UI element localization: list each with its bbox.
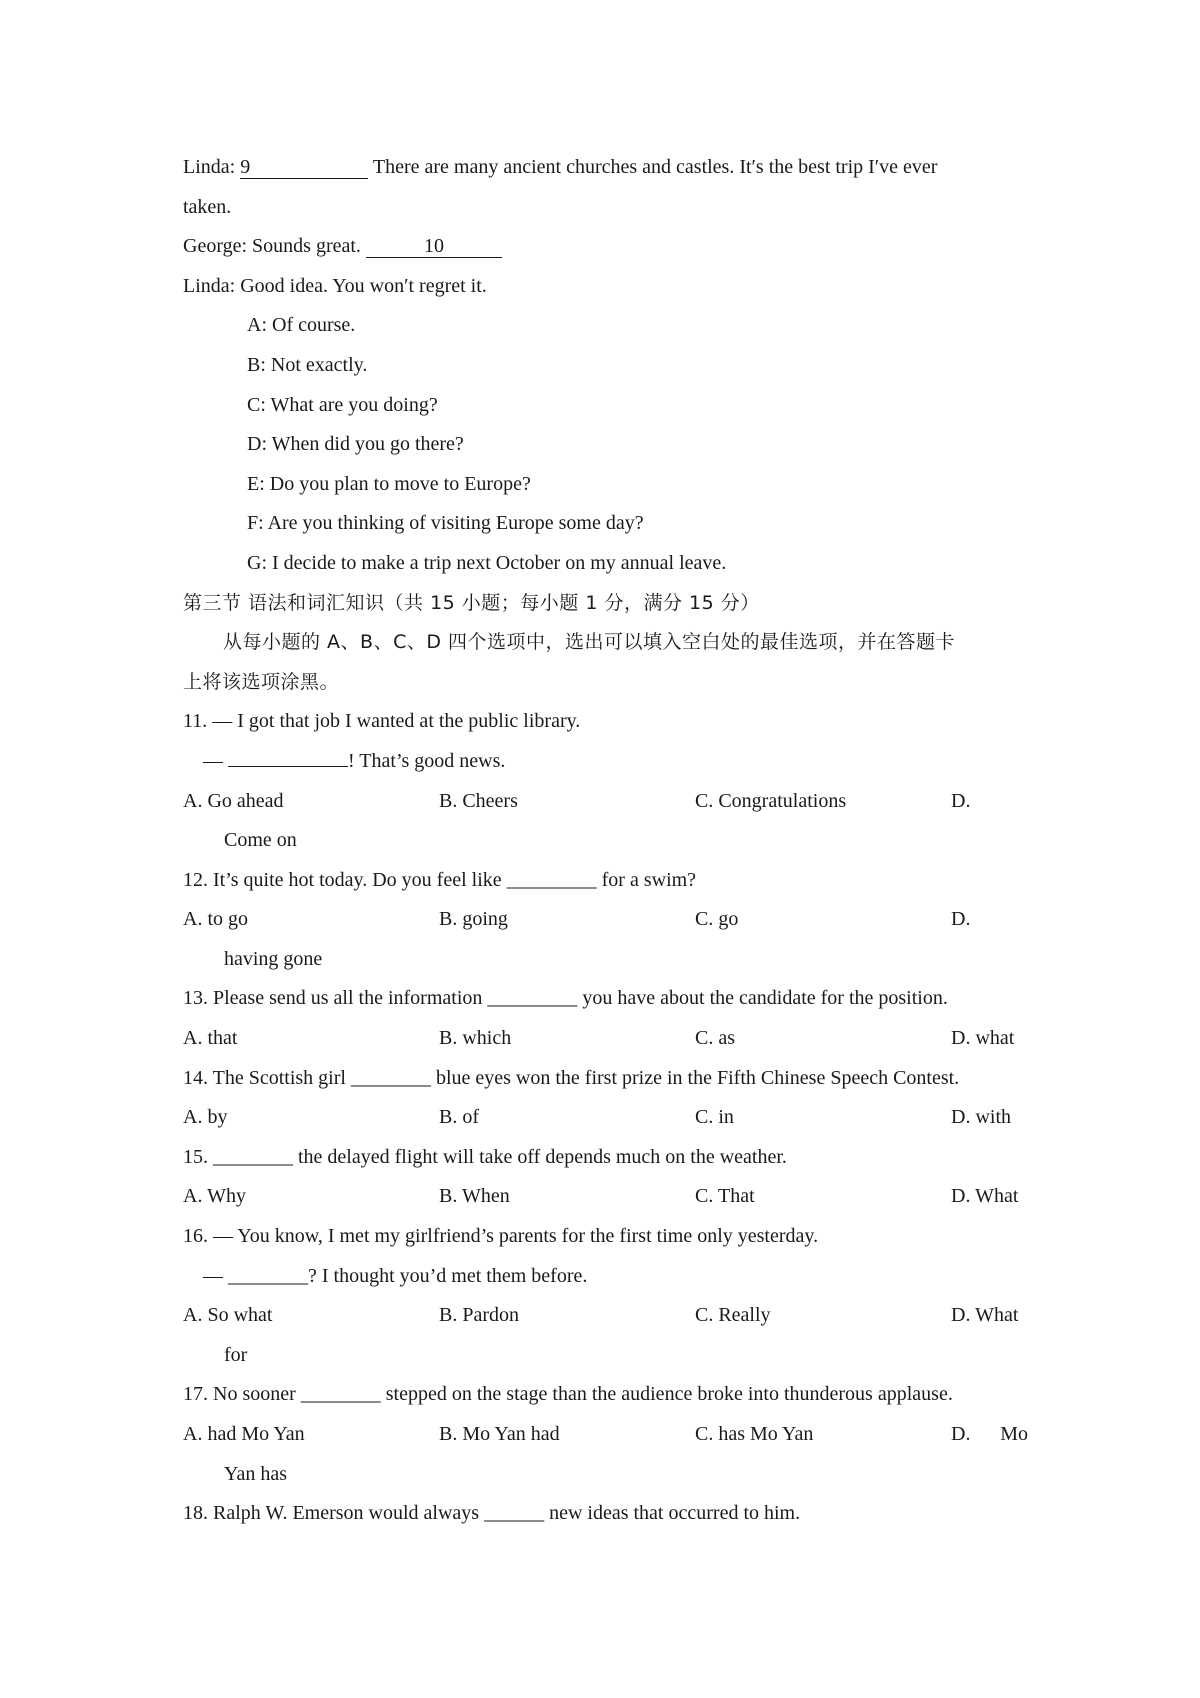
q17-option-d	[951, 1415, 1028, 1455]
q11-option-a: A. Go ahead	[183, 789, 284, 812]
q13-options	[183, 1019, 1028, 1059]
speaker-linda: Linda:	[183, 156, 236, 178]
q11-reply	[183, 742, 1028, 782]
q15-option-a: A. Why	[183, 1185, 246, 1208]
q13-stem: 13. Please send us all the information _________ you have about the candidate for the position.	[183, 987, 948, 1010]
q13-option-c: C. as	[695, 1027, 735, 1050]
choice-d: D: When did you go there?	[247, 433, 464, 456]
section-instruction-1: 从每小题的 A、B、C、D 四个选项中，选出可以填入空白处的最佳选项，并在答题卡	[223, 631, 956, 654]
q12-option-a: A. to go	[183, 908, 248, 931]
q16-option-a: A. So what	[183, 1304, 273, 1327]
dialogue-line-george-10	[183, 227, 1028, 267]
q15-option-d: D. What	[951, 1185, 1019, 1208]
q17-stem: 17. No sooner ________ stepped on the stage than the audience broke into thunderous applause.	[183, 1383, 953, 1406]
q11-stem: 11. — I got that job I wanted at the public library.	[183, 710, 581, 733]
q12-option-b: B. going	[439, 908, 508, 931]
page-content	[183, 148, 1028, 1534]
q14-option-d: D. with	[951, 1106, 1011, 1129]
q12-stem: 12. It’s quite hot today. Do you feel like _________ for a swim?	[183, 868, 697, 891]
q13-option-d: D. what	[951, 1027, 1015, 1050]
q14-option-b: B. of	[439, 1106, 479, 1129]
q12-option-d: D.	[951, 908, 971, 931]
section-title: 第三节 语法和词汇知识（共 15 小题；每小题 1 分，满分 15 分）	[183, 591, 760, 614]
q16-stem: 16. — You know, I met my girlfriend’s parents for the first time only yesterday.	[183, 1225, 819, 1248]
q11-option-b: B. Cheers	[439, 789, 518, 812]
q13-option-b: B. which	[439, 1027, 512, 1050]
george-line-text: George: Sounds great.	[183, 235, 361, 258]
blank-9: 9	[240, 156, 368, 179]
q14-option-c: C. in	[695, 1106, 734, 1129]
q12-options	[183, 900, 1028, 940]
choice-g: G: I decide to make a trip next October on my annual leave.	[247, 551, 727, 574]
q17-option-d-cont: Yan has	[224, 1462, 287, 1485]
q16-option-d: D. What	[951, 1304, 1019, 1327]
q16-options	[183, 1296, 1028, 1336]
q15-stem: 15. ________ the delayed flight will take off depends much on the weather.	[183, 1145, 787, 1168]
q17-option-a: A. had Mo Yan	[183, 1423, 305, 1445]
q15-option-c: C. That	[695, 1185, 755, 1208]
q11-option-c: C. Congratulations	[695, 789, 847, 812]
dialogue-line-linda-last: Linda: Good idea. You won′t regret it.	[183, 274, 487, 297]
q16-reply: — ________? I thought you’d met them before.	[203, 1264, 588, 1287]
q17-option-b: B. Mo Yan had	[439, 1423, 560, 1445]
choice-c: C: What are you doing?	[247, 393, 438, 416]
q11-reply-dash: —	[203, 749, 223, 772]
dialogue-line-linda-9	[183, 148, 1028, 188]
q11-reply-text: ! That’s good news.	[348, 749, 506, 772]
q16-option-b: B. Pardon	[439, 1304, 519, 1327]
q14-option-a: A. by	[183, 1106, 228, 1129]
q16-option-d-cont: for	[224, 1343, 248, 1366]
choice-a: A: Of course.	[247, 314, 356, 337]
q11-option-d-cont: Come on	[224, 829, 297, 852]
q17-option-c: C. has Mo Yan	[695, 1423, 814, 1445]
q18-stem: 18. Ralph W. Emerson would always ______ new ideas that occurred to him.	[183, 1502, 801, 1525]
choice-e: E: Do you plan to move to Europe?	[247, 472, 531, 495]
q11-options	[183, 782, 1028, 822]
q16-option-c: C. Really	[695, 1304, 771, 1327]
q15-option-b: B. When	[439, 1185, 510, 1208]
dialogue-line-cont: taken.	[183, 195, 232, 218]
q14-stem: 14. The Scottish girl ________ blue eyes won the first prize in the Fifth Chinese Speech Contest.	[183, 1066, 960, 1089]
choice-f: F: Are you thinking of visiting Europe some day?	[247, 512, 644, 535]
q15-options	[183, 1177, 1028, 1217]
q17-options	[183, 1415, 1028, 1455]
section-instruction-2: 上将该选项涂黑。	[183, 670, 340, 693]
blank-10: 10	[366, 235, 502, 258]
q12-option-c: C. go	[695, 908, 739, 931]
q12-option-d-cont: having gone	[224, 947, 323, 970]
q11-option-d: D.	[951, 789, 971, 812]
linda-line-text: There are many ancient churches and castles. It′s the best trip I′ve ever	[372, 156, 938, 178]
q14-options	[183, 1098, 1028, 1138]
q17-option-d-text: Mo	[1000, 1423, 1028, 1445]
q11-blank	[228, 752, 348, 767]
choice-b: B: Not exactly.	[247, 353, 368, 376]
q13-option-a: A. that	[183, 1027, 238, 1050]
q17-option-d-label: D.	[951, 1423, 971, 1445]
